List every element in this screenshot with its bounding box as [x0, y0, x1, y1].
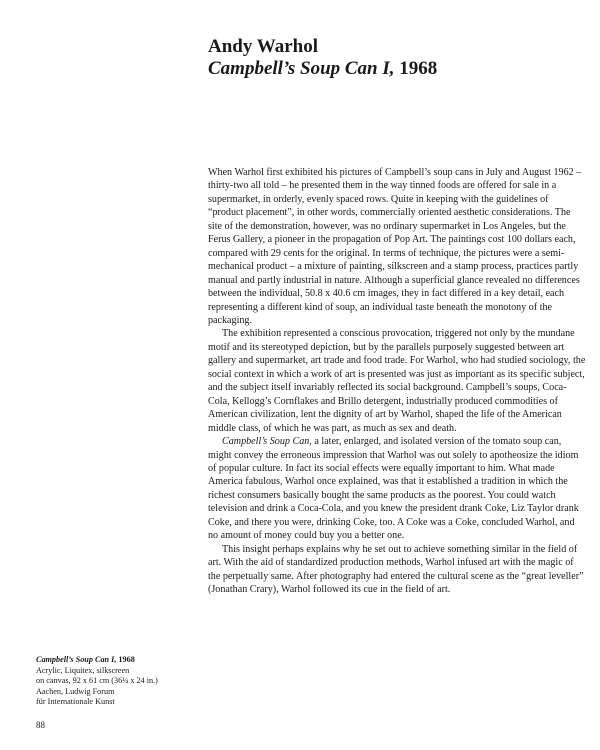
work-title: [208, 58, 578, 80]
essay-body: [208, 166, 586, 597]
paragraph-2: The exhibition represented a conscious provocation, triggered not only by the mundane motif and its stereotyped depiction, but by the parallels purposely suggested between art gallery and supermarket, art trade and food trade. For Warhol, who had studied sociology, the social context in which a work of art is presented was just as important as its specific subject, and the subject itself invariably reflected its social background. Campbell’s soups, Coca-Cola, Kellogg’s Cornflakes and Brillo detergent, industrially produced commodities of American civilization, lent the dignity of art by Warhol, shaped the life of the American middle class, of which he was part, as much as sex and death.: [208, 328, 586, 434]
caption-dimensions: on canvas, 92 x 61 cm (36¼ x 24 in.): [36, 676, 158, 686]
paragraph-3-text: a later, enlarged, and isolated version of the tomato soup can, might convey the erroneous impression that Warhol was out solely to apotheosize the idiom of popular culture. In fact its social effects were equally important to him. What made America fabulous, Warhol once explained, was that it established a tradition in which the richest consumers basically bought the same products as the poorest. You could watch television and drink a Coca-Cola, and you knew the president drank Coke, Liz Taylor drank Coke, and there you were, drinking Coke, too. A Coke was a Coke, concluded Warhol, and no amount of money could buy you a better one.: [208, 436, 579, 542]
title-block: [208, 36, 578, 80]
caption-location: Aachen, Ludwig Forum: [36, 686, 115, 696]
caption-year: 1968: [118, 655, 135, 664]
paragraph-3-italic: Campbell’s Soup Can,: [222, 436, 312, 448]
caption-institution: für Internationale Kunst: [36, 697, 115, 707]
caption-title-line: [36, 655, 196, 666]
caption-title: Campbell’s Soup Can I,: [36, 655, 117, 664]
work-year: 1968: [399, 58, 438, 79]
image-caption: [36, 655, 196, 708]
paragraph-3: [208, 435, 586, 543]
work-title-text: Campbell’s Soup Can I,: [208, 58, 395, 79]
page-number: 88: [36, 720, 45, 730]
artist-name: Andy Warhol: [208, 36, 318, 57]
paragraph-1: When Warhol first exhibited his pictures of Campbell’s soup cans in July and August 1962 – thirty-two all told – he presented them in the way tinned foods are offered for sale in a supermarket, in orderly, evenly spaced rows. Quite in keeping with the guidelines of “product placement”, in other words, commercially oriented aesthetic considerations. The site of the demonstration, however, was no ordinary supermarket in Los Angeles, but the Ferus Gallery, a pioneer in the propagation of Pop Art. The paintings cost 100 dollars each, compared with 29 cents for the original. In terms of technique, the pictures were a semi-mechanical product – a mixture of painting, silkscreen and a stamp process, practices partly manual and partly industrial in nature. Although a superficial glance revealed no differences between the individual, 50.8 x 40.6 cm images, they in fact differed in a key detail, each representing a different kind of soup, an individual taste beneath the monotony of the packaging.: [208, 167, 582, 326]
caption-medium: Acrylic, Liquitex, silkscreen: [36, 665, 130, 675]
paragraph-4: This insight perhaps explains why he set out to achieve something similar in the field of art. With the aid of standardized production methods, Warhol infused art with the magic of the perpetually same. After photography had entered the cultural scene as the “great leveller” (Jonathan Crary), Warhol followed its cue in the field of art.: [208, 543, 584, 596]
